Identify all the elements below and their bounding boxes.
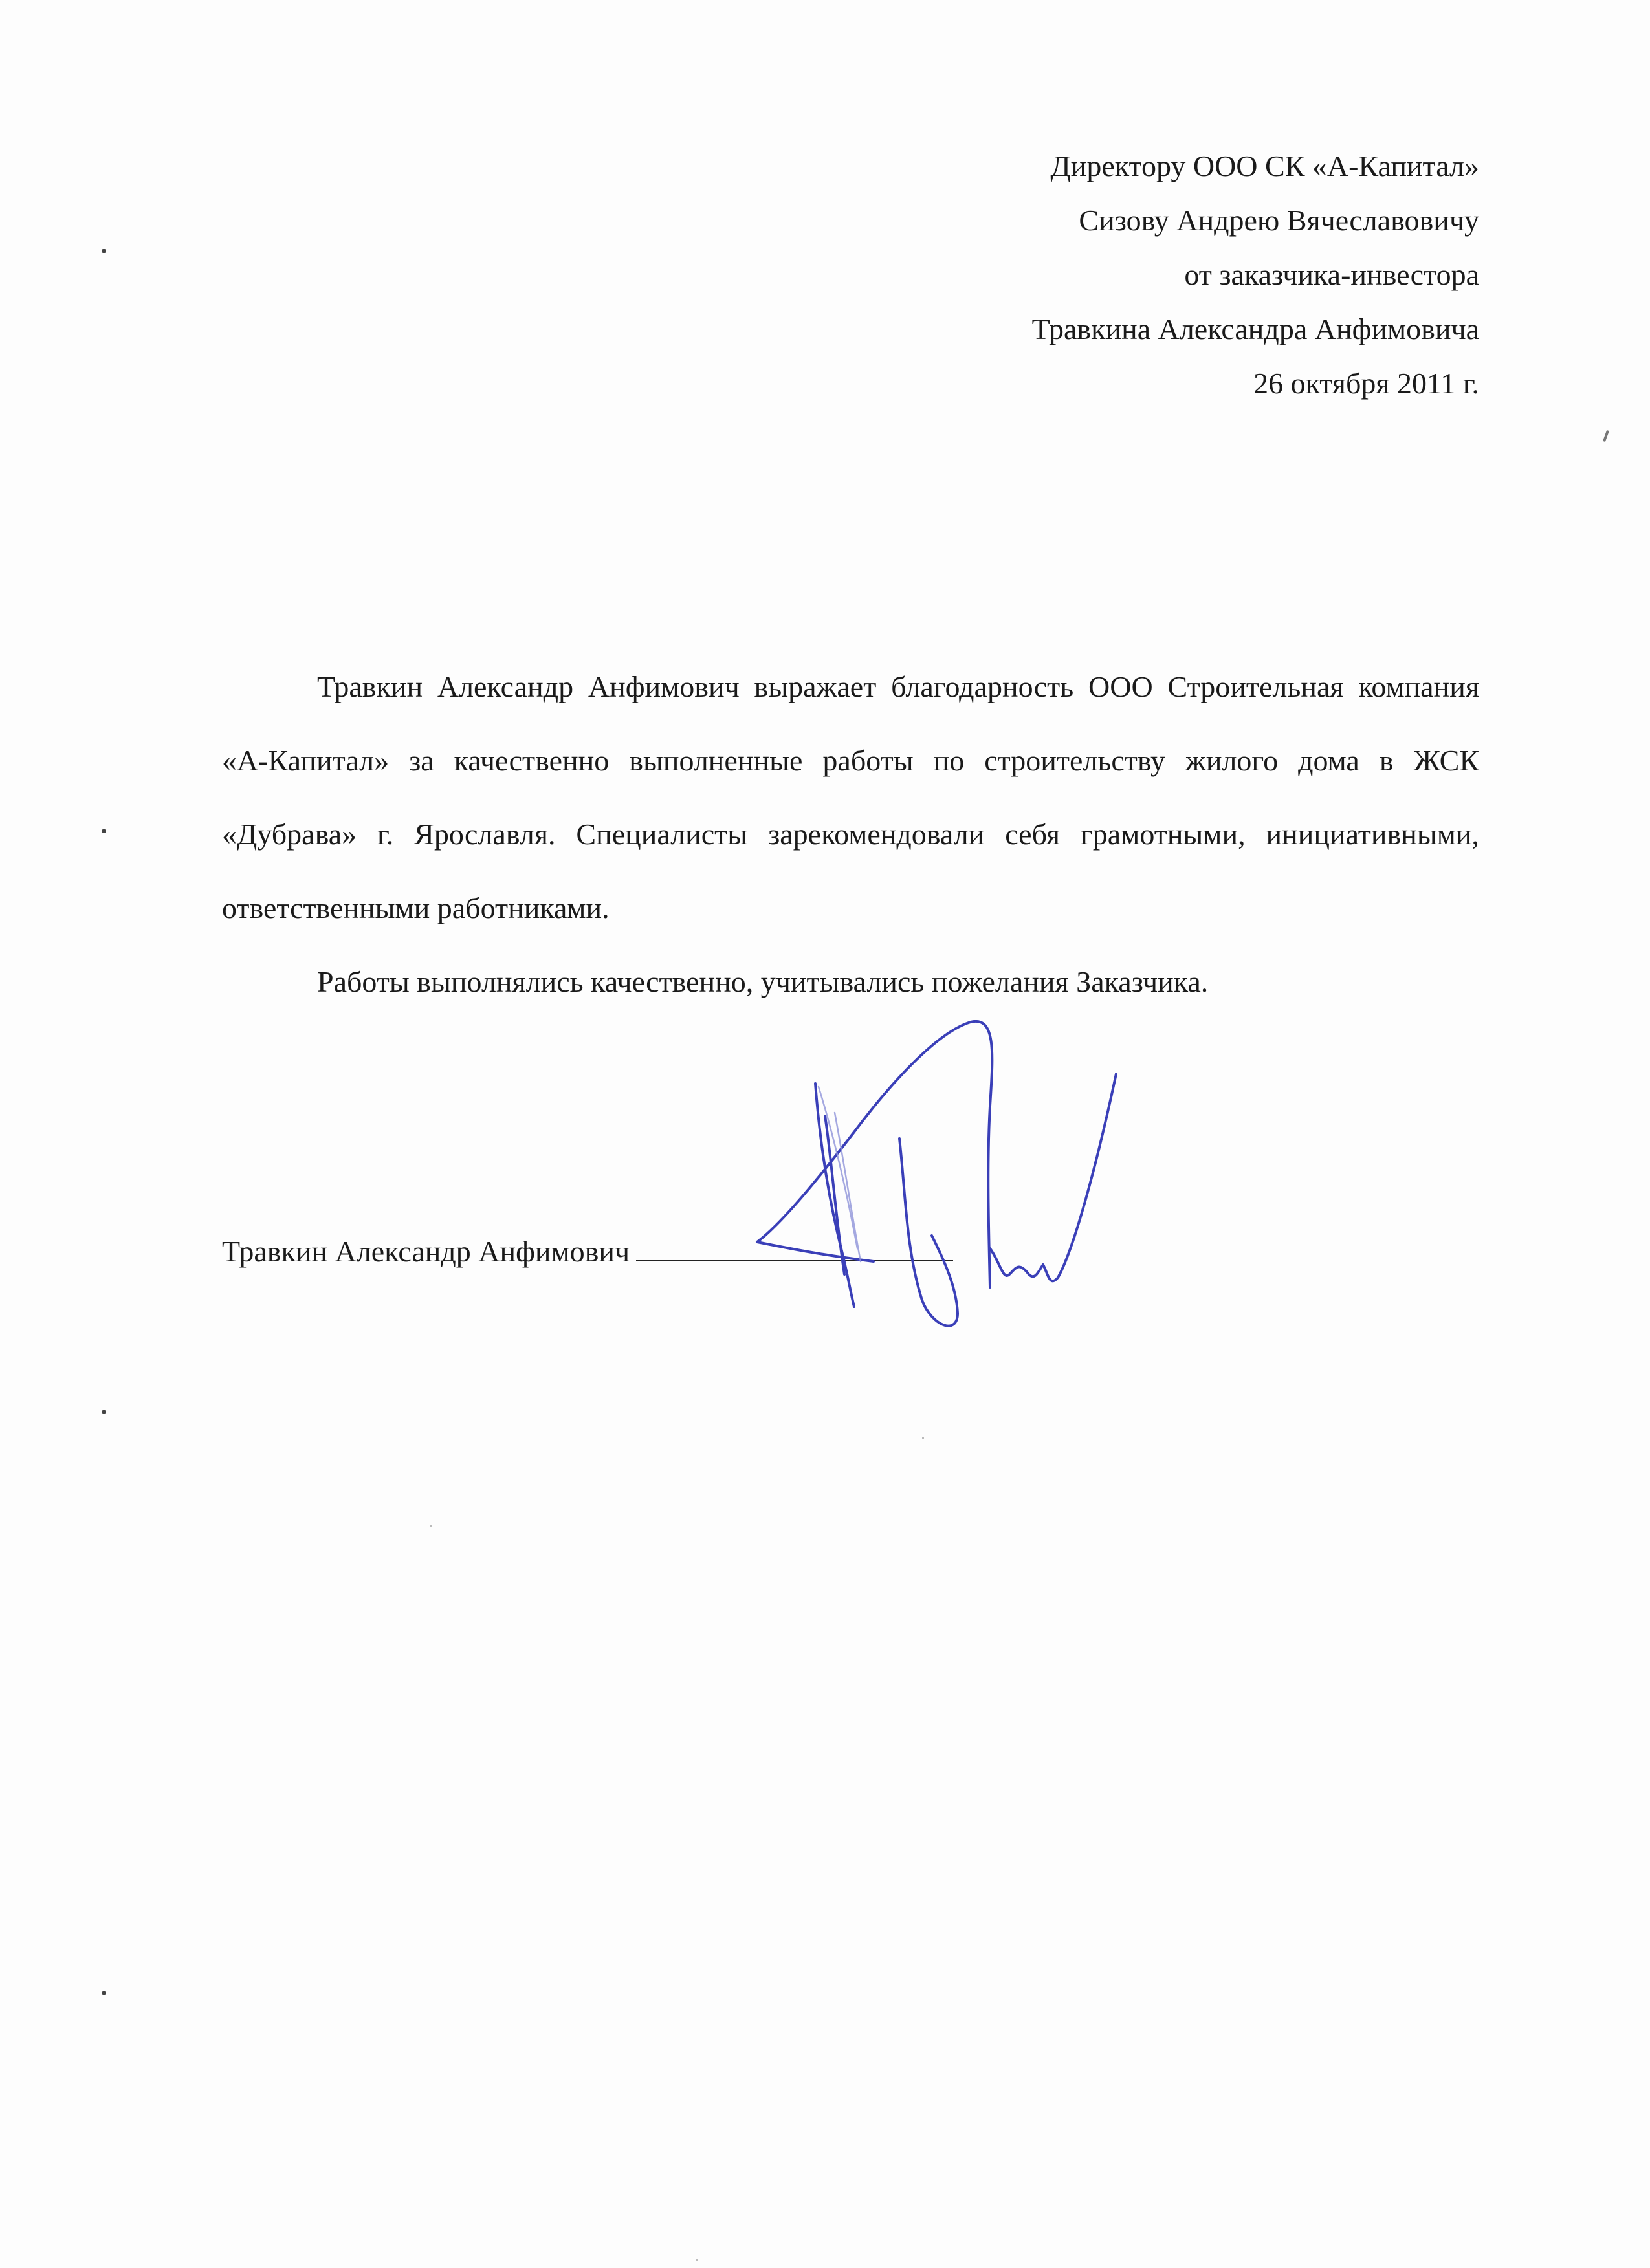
signatory-name: Травкин Александр Анфимович (222, 1235, 630, 1268)
margin-mark (102, 1410, 106, 1414)
scan-speck (696, 2259, 698, 2261)
handwritten-signature (744, 1016, 1145, 1404)
scan-speck (1603, 430, 1609, 442)
addressee-block (1032, 139, 1479, 411)
body-paragraph: Работы выполнялись качественно, учитывались пожелания Заказчика. (317, 965, 1209, 998)
margin-mark (102, 1991, 106, 1995)
sender-line: Травкина Александра Анфимовича (1031, 312, 1479, 345)
margin-mark (102, 829, 106, 833)
scan-speck (922, 1437, 924, 1439)
letter-date: 26 октября 2011 г. (1253, 367, 1479, 400)
letter-body (222, 650, 1479, 1019)
scan-speck (430, 1525, 432, 1527)
margin-mark (102, 249, 106, 253)
sender-line: от заказчика-инвестора (1184, 258, 1479, 291)
addressee-line: Директору ООО СК «А-Капитал» (1050, 149, 1479, 182)
addressee-line: Сизову Андрею Вячеславовичу (1079, 204, 1479, 237)
body-paragraph: Травкин Александр Анфимович выражает благодарность ООО Строительная компания «А-Капитал» за качественно выполненные работы по строительству жилого дома в ЖСК «Дубрава» г. Ярославля. Специалисты зарекомендовали себя грамотными, инициативными, ответственными работниками. (222, 670, 1479, 924)
